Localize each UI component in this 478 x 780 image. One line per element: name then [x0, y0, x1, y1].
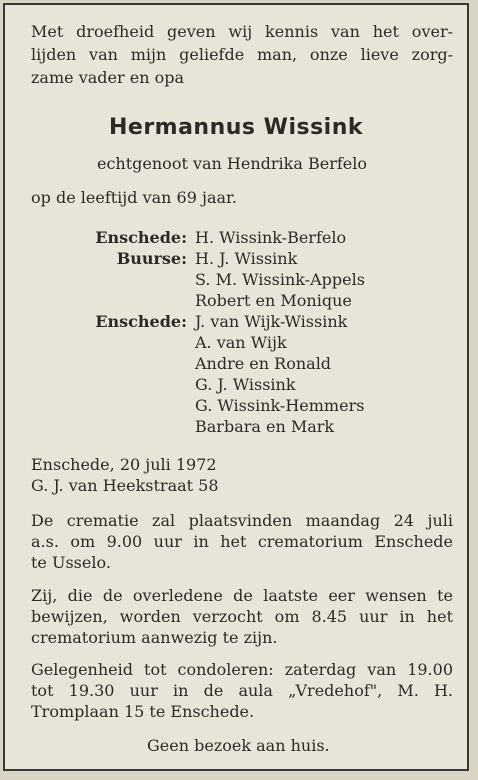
honor-line-2: bewijzen, worden verzocht om 8.45 uur in het: [31, 607, 453, 626]
family-name: S. M. Wissink-Appels: [195, 270, 365, 289]
family-name: H. J. Wissink: [195, 249, 298, 268]
honor-line-3: crematorium aanwezig te zijn.: [31, 628, 278, 647]
intro-line-3: zame vader en opa: [31, 68, 184, 87]
intro-line-1: Met droefheid geven wij kennis van het over-: [31, 22, 453, 41]
deceased-name: Hermannus Wissink: [108, 115, 364, 140]
family-name: Robert en Monique: [195, 291, 352, 310]
condolence-line-1: Gelegenheid tot condoleren: zaterdag van 19.00: [31, 660, 453, 679]
family-name: H. Wissink-Berfelo: [195, 228, 347, 247]
family-name: J. van Wijk-Wissink: [195, 312, 348, 331]
condolence-line-3: Tromplaan 15 te Enschede.: [31, 702, 255, 721]
family-name: Andre en Ronald: [195, 354, 332, 373]
obituary-notice: [3, 3, 469, 771]
family-name: A. van Wijk: [195, 333, 287, 352]
address-line: G. J. van Heekstraat 58: [31, 476, 219, 495]
family-name: Barbara en Mark: [195, 417, 335, 436]
family-name: G. Wissink-Hemmers: [195, 396, 365, 415]
cremation-line-2: a.s. om 9.00 uur in het crematorium Enschede: [31, 532, 453, 551]
age-line: op de leeftijd van 69 jaar.: [31, 188, 237, 207]
date-line: Enschede, 20 juli 1972: [31, 455, 217, 474]
condolence-line-2: tot 19.30 uur in de aula „Vredehof", M. H.: [31, 681, 453, 700]
family-name: G. J. Wissink: [195, 375, 296, 394]
closing-line: Geen bezoek aan huis.: [147, 736, 330, 755]
family-place-3: Enschede:: [95, 312, 187, 331]
honor-line-1: Zij, die de overledene de laatste eer wensen te: [31, 586, 453, 605]
cremation-line-3: te Usselo.: [31, 553, 111, 572]
family-place-2: Buurse:: [116, 249, 187, 268]
family-place-1: Enschede:: [95, 228, 187, 247]
spouse-line: echtgenoot van Hendrika Berfelo: [97, 154, 367, 173]
intro-line-2: lijden van mijn geliefde man, onze lieve zorg-: [31, 45, 453, 64]
cremation-line-1: De crematie zal plaatsvinden maandag 24 juli: [31, 511, 453, 530]
